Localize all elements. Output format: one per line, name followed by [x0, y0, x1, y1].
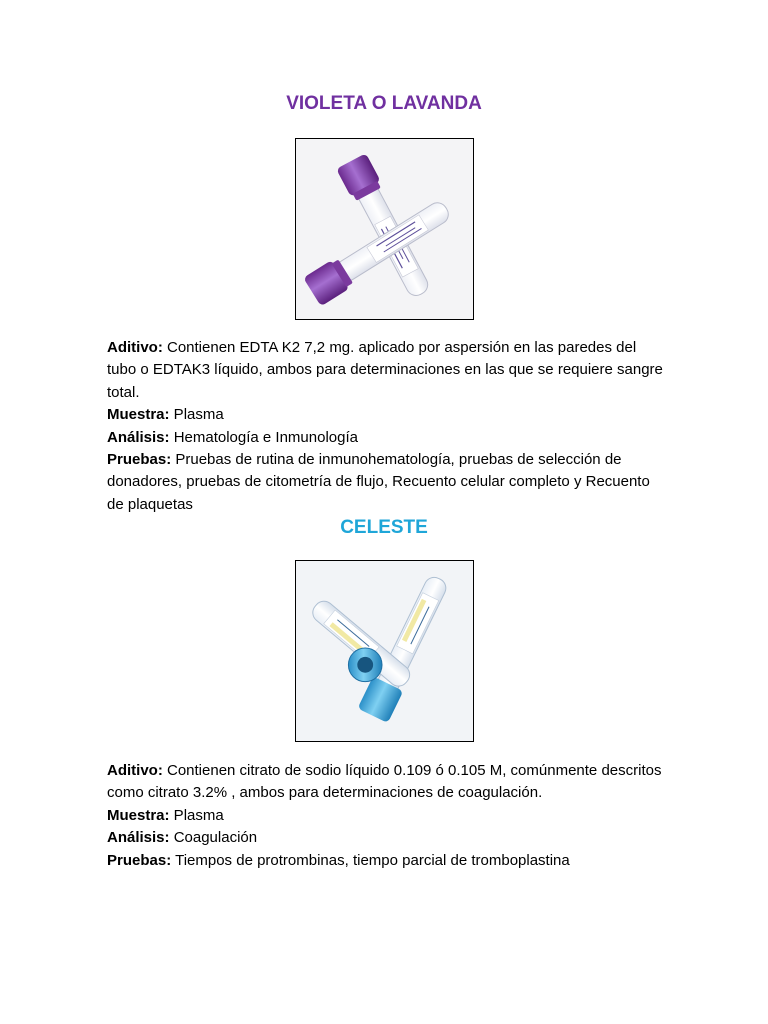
aditivo-row: [107, 760, 669, 805]
muestra-value: Plasma: [169, 806, 224, 824]
muestra-row: [107, 404, 669, 426]
pruebas-value: Tiempos de protrombinas, tiempo parcial de tromboplastina: [171, 851, 570, 869]
aditivo-value: Contienen citrato de sodio líquido 0.109 ó 0.105 M, comúnmente descritos como citrato 3.2% , ambos para determinaciones de coagulación.: [107, 762, 662, 802]
light-blue-tubes-illustration: [296, 561, 473, 741]
section-title-violeta: VIOLETA O LAVANDA: [286, 93, 482, 114]
pruebas-label: Pruebas:: [107, 451, 172, 469]
section-title-celeste: CELESTE: [340, 517, 428, 538]
muestra-row: [107, 805, 669, 827]
pruebas-value: Pruebas de rutina de inmunohematología, pruebas de selección de donadores, pruebas de citometría de flujo, Recuento celular completo y Recuento de plaquetas: [107, 451, 650, 513]
analisis-label: Análisis:: [107, 829, 170, 847]
muestra-label: Muestra:: [107, 806, 170, 824]
analisis-row: [107, 427, 669, 449]
aditivo-row: [107, 337, 669, 404]
aditivo-value: Contienen EDTA K2 7,2 mg. aplicado por aspersión en las paredes del tubo o EDTAK3 líquido, ambos para determinaciones en las que se requiere sangre total.: [107, 339, 663, 401]
analisis-value: Hematología e Inmunología: [169, 428, 358, 446]
purple-tubes-image: [295, 138, 474, 320]
light-blue-tubes-image: [295, 560, 474, 742]
analisis-row: [107, 827, 669, 849]
pruebas-label: Pruebas:: [107, 851, 172, 869]
purple-tubes-illustration: [296, 139, 473, 319]
muestra-label: Muestra:: [107, 406, 170, 424]
analisis-label: Análisis:: [107, 428, 170, 446]
pruebas-row: [107, 850, 669, 872]
section-celeste-details: [107, 760, 669, 872]
pruebas-row: [107, 449, 669, 516]
section-violeta-details: [107, 337, 669, 516]
muestra-value: Plasma: [169, 406, 224, 424]
analisis-value: Coagulación: [169, 829, 258, 847]
aditivo-label: Aditivo:: [107, 339, 163, 356]
aditivo-label: Aditivo:: [107, 762, 163, 779]
